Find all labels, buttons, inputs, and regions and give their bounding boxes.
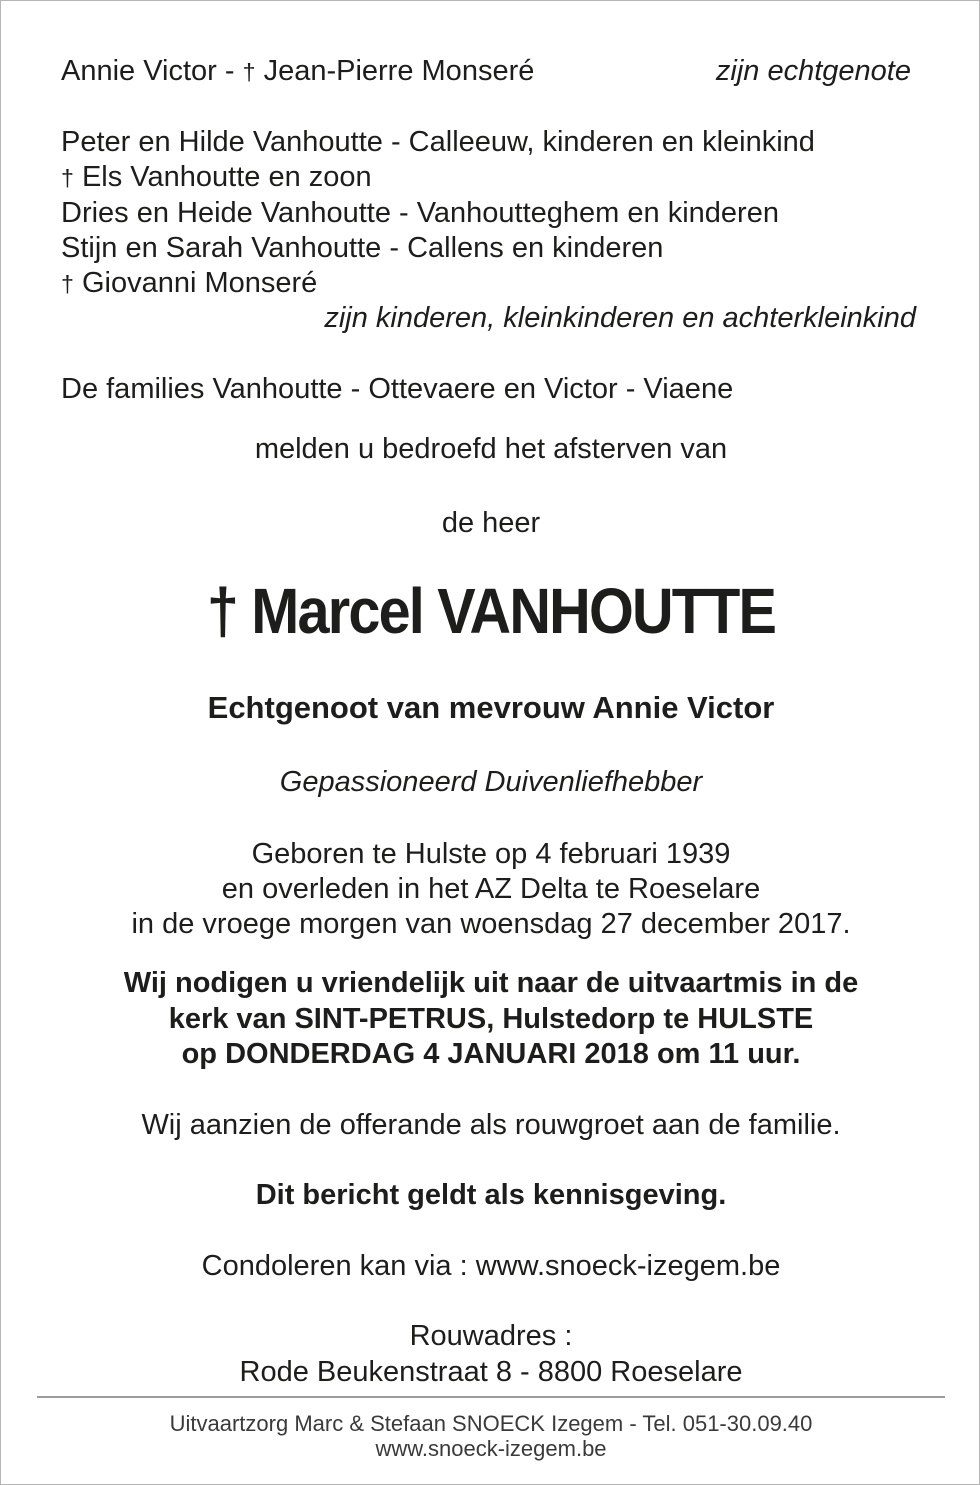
- child-text: Dries en Heide Vanhoutte - Vanhoutteghem en kinderen: [61, 197, 779, 229]
- families-line: De families Vanhoutte - Ottevaere en Victor - Viaene: [61, 373, 734, 405]
- child-text: Peter en Hilde Vanhoutte - Calleeuw, kinderen en kleinkind: [61, 126, 815, 158]
- previous-spouse-name: Jean-Pierre Monseré: [255, 55, 535, 87]
- spouse-line: Echtgenoot van mevrouw Annie Victor: [207, 690, 775, 725]
- address-label: Rouwadres :: [409, 1320, 573, 1352]
- child-text: Giovanni Monseré: [73, 267, 318, 299]
- child-line: [61, 160, 372, 196]
- child-line: [61, 231, 663, 266]
- footer-company: Uitvaartzorg Marc & Stefaan SNOECK Izegem - Tel. 051-30.09.40: [169, 1411, 813, 1436]
- deceased-name-text: Marcel VANHOUTTE: [237, 575, 776, 647]
- child-line: [61, 196, 779, 231]
- deceased-name: [50, 573, 932, 649]
- widow-role: zijn echtgenote: [715, 55, 911, 87]
- cross-icon: †: [206, 575, 238, 647]
- footer-divider: [37, 1396, 945, 1398]
- child-text: Els Vanhoutte en zoon: [73, 161, 372, 193]
- invitation-line: Wij nodigen u vriendelijk uit naar de uitvaartmis in de: [123, 967, 859, 999]
- hobby-line: Gepassioneerd Duivenliefhebber: [279, 766, 703, 798]
- announcement: melden u bedroefd het afsterven van: [254, 433, 728, 465]
- widow-line: [61, 54, 534, 90]
- notice-line: Dit bericht geldt als kennisgeving.: [255, 1179, 727, 1211]
- cross-icon: †: [61, 271, 74, 297]
- invitation-line: kerk van SINT-PETRUS, Hulstedorp te HULSTE: [168, 1003, 814, 1035]
- cross-icon: †: [61, 165, 74, 191]
- death-date-line: in de vroege morgen van woensdag 27 december 2017.: [131, 908, 851, 940]
- birth-line: Geboren te Hulste op 4 februari 1939: [251, 838, 731, 870]
- offering-line: Wij aanzien de offerande als rouwgroet aan de familie.: [141, 1109, 841, 1141]
- widow-name: Annie Victor -: [61, 55, 243, 87]
- child-line: [61, 266, 317, 302]
- child-line: [61, 125, 815, 160]
- children-role: zijn kinderen, kleinkinderen en achterkleinkind: [324, 302, 916, 334]
- condolences-line: Condoleren kan via : www.snoeck-izegem.be: [201, 1250, 781, 1282]
- death-place-line: en overleden in het AZ Delta te Roeselare: [221, 873, 761, 905]
- address-line: Rode Beukenstraat 8 - 8800 Roeselare: [239, 1356, 743, 1388]
- salutation: de heer: [441, 507, 541, 539]
- footer-website: www.snoeck-izegem.be: [375, 1436, 607, 1461]
- cross-icon: †: [242, 59, 256, 85]
- invitation-line: op DONDERDAG 4 JANUARI 2018 om 11 uur.: [181, 1038, 801, 1070]
- child-text: Stijn en Sarah Vanhoutte - Callens en kinderen: [61, 232, 664, 264]
